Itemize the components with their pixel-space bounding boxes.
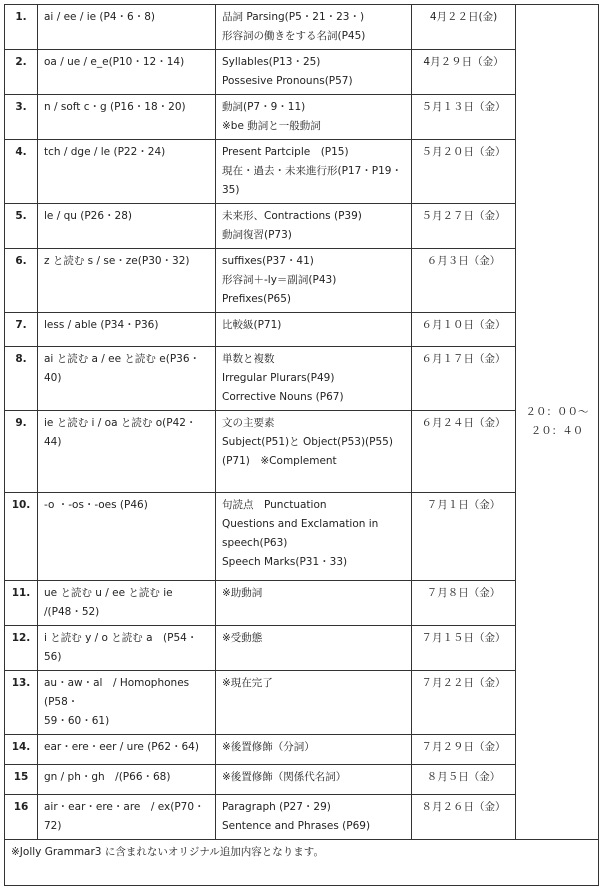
grammar-line: ※現在完了	[222, 677, 273, 689]
lesson-date: 4月２９日（金）	[412, 50, 516, 95]
grammar-line: Present Partciple (P15)	[222, 146, 349, 158]
grammar-line: Possesive Pronouns(P57)	[222, 75, 353, 87]
grammar-line: 動詞(P7・9・11)	[222, 101, 306, 113]
lesson-date: ７月１５日（金）	[412, 626, 516, 671]
phonics-line: au・aw・al / Homophones (P58・	[44, 677, 190, 708]
lesson-number: 12.	[5, 626, 38, 671]
grammar-line: 動詞復習(P73)	[222, 229, 292, 241]
grammar-cell	[216, 5, 412, 50]
table-row	[5, 140, 599, 204]
table-row	[5, 671, 599, 735]
time-slot-line: ２０：００～	[525, 406, 589, 418]
grammar-line: 単数と複数	[222, 353, 275, 365]
phonics-cell	[38, 671, 216, 735]
grammar-line: Prefixes(P65)	[222, 293, 292, 305]
time-slot-line: ２０：４０	[530, 425, 584, 437]
table-row	[5, 795, 599, 840]
grammar-line: 現在・過去・未来進行形(P17・P19・	[222, 165, 402, 177]
lesson-number: 3.	[5, 95, 38, 140]
table-row	[5, 249, 599, 313]
table-row	[5, 95, 599, 140]
lesson-number: 13.	[5, 671, 38, 735]
phonics-cell: gn / ph・gh /(P66・68)	[38, 765, 216, 795]
grammar-line: 形容詞の働きをする名詞(P45)	[222, 30, 366, 42]
grammar-line: ※後置修飾（分詞）	[222, 741, 315, 753]
grammar-line: Corrective Nouns (P67)	[222, 391, 344, 403]
lesson-number: 11.	[5, 581, 38, 626]
phonics-cell: z と読む s / se・ze(P30・32)	[38, 249, 216, 313]
lesson-number: 14.	[5, 735, 38, 765]
phonics-cell: ai / ee / ie (P4・6・8)	[38, 5, 216, 50]
lesson-date: ７月２９日（金）	[412, 735, 516, 765]
grammar-cell	[216, 671, 412, 735]
grammar-line: suffixes(P37・41)	[222, 255, 314, 267]
phonics-cell: ear・ere・eer / ure (P62・64)	[38, 735, 216, 765]
lesson-date: ６月１７日（金）	[412, 347, 516, 411]
grammar-cell	[216, 765, 412, 795]
grammar-line: 形容詞＋-ly＝副詞(P43)	[222, 274, 337, 286]
grammar-cell	[216, 95, 412, 140]
lesson-date: ６月１０日（金）	[412, 313, 516, 347]
grammar-line: 比較級(P71)	[222, 319, 282, 331]
lesson-date: ７月２２日（金）	[412, 671, 516, 735]
phonics-cell: i と読む y / o と読む a (P54・56)	[38, 626, 216, 671]
grammar-cell	[216, 493, 412, 581]
grammar-line: ※受動態	[222, 632, 263, 644]
grammar-cell	[216, 347, 412, 411]
lesson-number: 15	[5, 765, 38, 795]
lesson-number: 10.	[5, 493, 38, 581]
grammar-line: Speech Marks(P31・33)	[222, 556, 348, 568]
phonics-line: 59・60・61)	[44, 715, 110, 727]
grammar-line: ※助動詞	[222, 587, 263, 599]
grammar-cell	[216, 313, 412, 347]
grammar-line: Subject(P51)と Object(P53)(P55)	[222, 436, 393, 448]
grammar-line: 文の主要素	[222, 417, 275, 429]
schedule-table	[4, 4, 599, 886]
lesson-number: 7.	[5, 313, 38, 347]
phonics-cell: ai と読む a / ee と読む e(P36・40)	[38, 347, 216, 411]
phonics-cell: n / soft c・g (P16・18・20)	[38, 95, 216, 140]
lesson-date: ６月３日（金）	[412, 249, 516, 313]
table-row	[5, 411, 599, 493]
grammar-line: ※be 動詞と一般動詞	[222, 120, 321, 132]
grammar-line: Questions and Exclamation in	[222, 518, 379, 530]
grammar-line: Syllables(P13・25)	[222, 56, 321, 68]
lesson-number: 9.	[5, 411, 38, 493]
schedule-rows	[5, 5, 599, 886]
grammar-line: 35)	[222, 184, 240, 196]
lesson-date: ７月１日（金）	[412, 493, 516, 581]
lesson-number: 4.	[5, 140, 38, 204]
lesson-date: ５月１３日（金）	[412, 95, 516, 140]
grammar-cell	[216, 795, 412, 840]
lesson-number: 5.	[5, 204, 38, 249]
lesson-number: 8.	[5, 347, 38, 411]
grammar-cell	[216, 249, 412, 313]
phonics-cell: less / able (P34・P36)	[38, 313, 216, 347]
grammar-cell	[216, 626, 412, 671]
grammar-cell	[216, 735, 412, 765]
phonics-cell: tch / dge / le (P22・24)	[38, 140, 216, 204]
lesson-number: 1.	[5, 5, 38, 50]
lesson-date: ８月２６日（金）	[412, 795, 516, 840]
grammar-line: 未来形、Contractions (P39)	[222, 210, 362, 222]
grammar-cell	[216, 581, 412, 626]
time-slot-cell	[516, 5, 599, 840]
grammar-line: (P71) ※Complement	[222, 455, 337, 467]
phonics-cell: ue と読む u / ee と読む ie /(P48・52)	[38, 581, 216, 626]
table-row	[5, 735, 599, 765]
grammar-line: 句読点 Punctuation	[222, 499, 327, 511]
table-row	[5, 581, 599, 626]
lesson-date: ８月５日（金）	[412, 765, 516, 795]
table-row	[5, 313, 599, 347]
grammar-cell	[216, 204, 412, 249]
grammar-line: ※後置修飾（関係代名詞）	[222, 771, 347, 783]
table-row	[5, 5, 599, 50]
lesson-date: ５月２０日（金）	[412, 140, 516, 204]
lesson-date: 4月２２日(金)	[412, 5, 516, 50]
phonics-cell: oa / ue / e_e(P10・12・14)	[38, 50, 216, 95]
phonics-cell: -o ・-os・-oes (P46)	[38, 493, 216, 581]
table-row	[5, 626, 599, 671]
table-row	[5, 204, 599, 249]
grammar-line: Sentence and Phrases (P69)	[222, 820, 371, 832]
footnote-row	[5, 840, 599, 886]
grammar-line: Irregular Plurars(P49)	[222, 372, 335, 384]
grammar-cell	[216, 411, 412, 493]
grammar-line: speech(P63)	[222, 537, 288, 549]
lesson-number: 6.	[5, 249, 38, 313]
grammar-cell	[216, 140, 412, 204]
lesson-number: 16	[5, 795, 38, 840]
grammar-line: Paragraph (P27・29)	[222, 801, 331, 813]
table-row	[5, 493, 599, 581]
lesson-date: ５月２７日（金）	[412, 204, 516, 249]
lesson-date: ７月８日（金）	[412, 581, 516, 626]
grammar-cell	[216, 50, 412, 95]
phonics-cell: air・ear・ere・are / ex(P70・72)	[38, 795, 216, 840]
phonics-cell: ie と読む i / oa と読む o(P42・44)	[38, 411, 216, 493]
phonics-cell: le / qu (P26・28)	[38, 204, 216, 249]
table-row	[5, 347, 599, 411]
grammar-line: 品詞 Parsing(P5・21・23・)	[222, 11, 365, 23]
lesson-date: ６月２４日（金）	[412, 411, 516, 493]
table-row	[5, 765, 599, 795]
lesson-number: 2.	[5, 50, 38, 95]
footnote-text: ※Jolly Grammar3 に含まれないオリジナル追加内容となります。	[5, 840, 599, 886]
table-row	[5, 50, 599, 95]
